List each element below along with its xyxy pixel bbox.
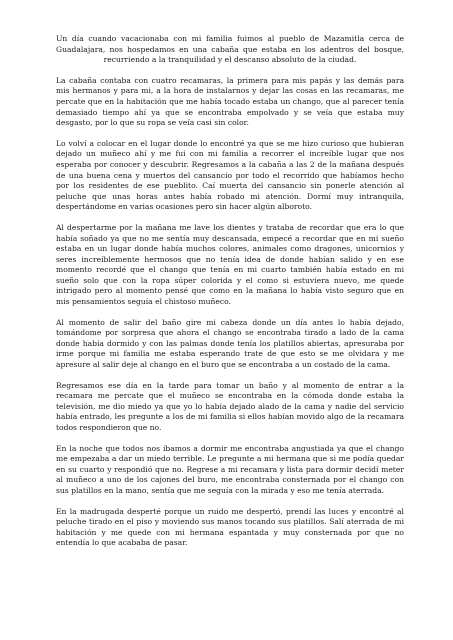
document-page xyxy=(56,34,404,559)
paragraph-7: En la noche que todos nos íbamos a dormir me encontraba angustiada ya que el chango me empezaba a dar un miedo terrible. Le pregunte a mi hermana que si me podía quedar en su cuarto y respondió que no. Regrese a mi recamara y lista para dormir decidí meter al muñeco a uno de los cajones del buro, me encontraba consternada por el chango con sus platillos en la mano, sentía que me seguía con la mirada y eso me tenía aterrada. xyxy=(56,443,404,495)
paragraph-4: Al despertarme por la mañana me lave los dientes y trataba de recordar que era lo que había soñado ya que no me sentía muy descansada, empecé a recordar que en mi sueño estaba en un lugar donde había muchos colores, animales como dragones, unicornios y seres increíblemente hermosos que no tenía idea de donde habían salido y en ese momento recordé que el chango que tenía en mi cuarto también había estado en mi sueño solo que con la ropa súper colorida y el como si estuviera nuevo, me quede intrigado pero al momento pensé que como en la mañana lo había visto seguro que en mis pensamientos seguía el chistoso muñeco. xyxy=(56,222,404,307)
paragraph-2: La cabaña contaba con cuatro recamaras, la primera para mis papás y las demás para mis hermanos y para mi, a la hora de instalarnos y dejar las cosas en las recamaras, me percate que en la habitación que me había tocado estaba un chango, que al parecer tenía demasiado tiempo ahí ya que se encontraba empolvado y se veía que estaba muy desgasto, por lo que su ropa se veía casi sin color. xyxy=(56,75,404,128)
paragraph-6: Regresamos ese día en la tarde para tomar un baño y al momento de entrar a la recamara me percate que el muñeco se encontraba en la cómoda donde estaba la televisión, me dio miedo ya que yo lo había dejado alado de la cama y nadie del servicio había entrado, les pregunte a los de mi familia si ellos habían movido algo de la recamara todos respondieron que no. xyxy=(56,380,404,432)
paragraph-1: Un día cuando vacacionaba con mi familia fuimos al pueblo de Mazamitla cerca de Guadalajara, nos hospedamos en una cabaña que estaba en los adentros del bosque, recurriendo a la tranquilidad y el descanso absoluto de la ciudad. xyxy=(56,34,404,65)
paragraph-3: Lo volví a colocar en el lugar donde lo encontré ya que se me hizo curioso que hubieran dejado un muñeco ahí y me fui con mi familia a recorrer el increíble lugar que nos esperaba por conocer y descubrir. Regresamos a la cabaña a las 2 de la mañana después de una buena cena y muertos del cansancio por todo el recorrido que habíamos hecho por los residentes de ese pueblito. Caí muerta del cansancio sin ponerle atención al peluche que unas horas antes había robado mi atención. Dormí muy intranquila, despertándome en varias ocasiones pero sin hacer algún alboroto. xyxy=(56,138,404,212)
paragraph-8: En la madrugada desperté porque un ruido me despertó, prendí las luces y encontré al peluche tirado en el piso y moviendo sus manos tocando sus platillos. Salí aterrada de mi habitación y me quede con mi hermana espantada y muy consternada por que no entendía lo que acababa de pasar. xyxy=(56,506,404,548)
paragraph-5: Al momento de salir del baño gire mi cabeza donde un día antes lo había dejado, tomándome por sorpresa que ahora el chango se encontraba tirado a lado de la cama donde había dormido y con las palmas donde tenía los platillos abiertas, apresuraba por irme porque mi familia me estaba esperando trate de que esto se me olvidara y me apresure al salir deje al chango en el buro que se encontraba a un costado de la cama. xyxy=(56,317,404,370)
